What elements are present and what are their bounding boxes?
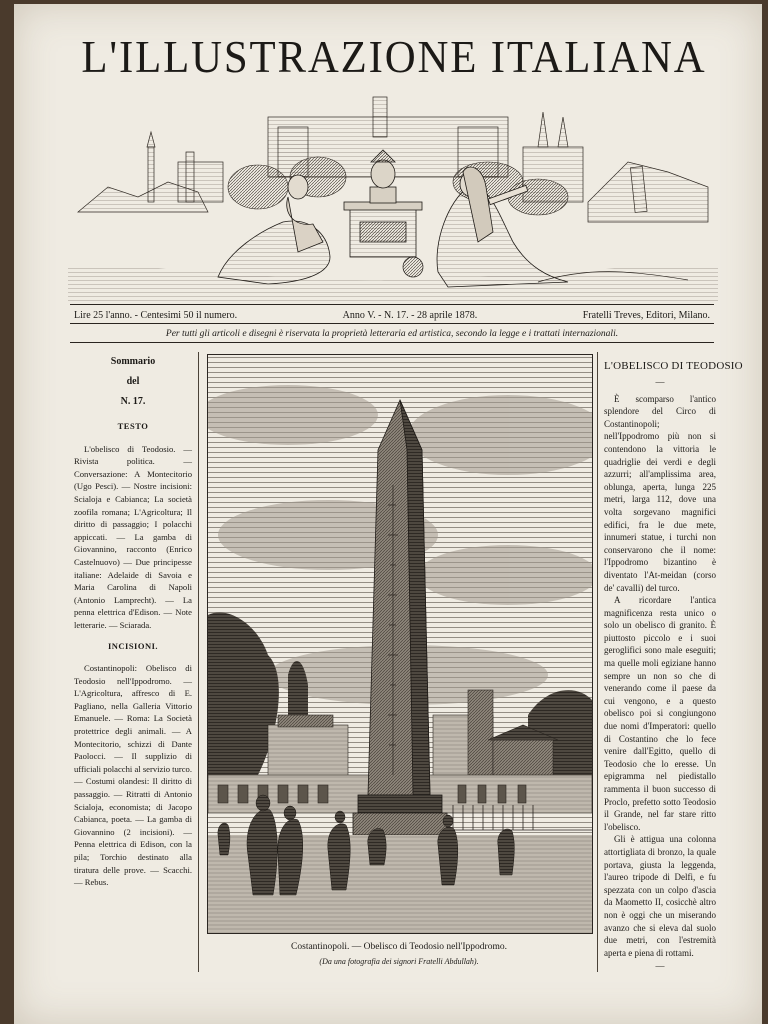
- article-paragraph-3: Gli è attigua una colonna attortigliata di bronzo, la quale portava, giusta la leggenda, l'aureo tripode di Delfi, e fu spezzata con un colpo d'ascia da Maometto II, cosicchè altro non è oggi che un miserando avanzo che si eleva dal suolo due metri, con l'estremità aperta e piena di rottami.: [604, 834, 716, 958]
- column-divider-right: [597, 352, 598, 972]
- title-separator: —: [655, 376, 665, 387]
- bottom-rule: [70, 342, 714, 343]
- illustration-credit: (Da una fotografia dei signori Fratelli Abdullah).: [319, 957, 479, 966]
- incisioni-heading: INCISIONI.: [107, 640, 159, 651]
- masthead-title: L'ILLUSTRAZIONE ITALIANA: [81, 31, 707, 82]
- article-paragraph-2: A ricordare l'antica magnificenza resta unico o solo un obelisco di granito. È piuttosto piccolo e i suoi geroglifici sono male eseguiti; ma quelle moli egiziane hanno sempre un non so che di venerando come il paese da cui vengono, e a questo obelisco poi si congiungono due nomi d'Imperatori: quello di Costantino che lo fece venire dall'Egitto, quello di Teodosio che lo eresse. Un epigramma nel piedistallo rammenta il buon successo di Proclo, prefetto sotto Teodosio il Grande, nel far stare ritto l'obelisco.: [604, 595, 716, 832]
- publication-line: [74, 310, 710, 321]
- testo-body: L'obelisco di Teodosio. — Rivista politica. — Conversazione: A Montecitorio (Ugo Pesci). — Nostre incisioni: Scialoja e Cabianca; La società zoofila romana; L'Agricoltura; Il diritto di passaggio; I polacchi appiccati. — La gamba di Giovannino, racconto (Enrico Castelnuovo) — Due principesse italiane: Adelaide di Savoia e Maria Carolina di Napoli (Antonio Lamprecht). — La penna elettrica d'Edison. — Note letterarie. — Sciarada.: [74, 443, 192, 630]
- newspaper-page: [14, 4, 762, 1024]
- top-rule: [70, 304, 714, 305]
- price-info: Lire 25 l'anno. - Centesimi 50 il numero.: [74, 310, 238, 321]
- column-divider-left: [198, 352, 199, 972]
- mid-rule: [70, 323, 714, 324]
- summary-column: [74, 352, 192, 889]
- masthead-engraving: [68, 92, 718, 302]
- obelisk-illustration: [207, 354, 593, 934]
- issue-info: Anno V. - N. 17. - 28 aprile 1878.: [342, 310, 478, 321]
- globe-icon: [403, 257, 423, 277]
- article-paragraph-1: È scomparso l'antico splendore del Circo di Costantinopoli; nell'Ippodromo più non si contendono la vittoria le quadriglie dei verdi e degli azzurri; all'amplissima area, oblunga, aperta, lunga 225 metri, larga 112, dove una volta sorgevano magnifici edifici, fra le due mete, innumeri statue, i turchi non conservarono che il nome: l'Ippodromo bizantino è diventato l'At-meidan (corso de' cavalli) del turco.: [604, 393, 716, 593]
- rights-notice: Per tutti gli articoli e disegni è riservata la proprietà letteraria ed artistica, secondo la legge e i trattati internazionali.: [165, 329, 619, 339]
- testo-heading: TESTO: [117, 421, 149, 431]
- summary-title: Sommario del N. 17.: [110, 356, 156, 407]
- article-column: [604, 360, 743, 977]
- end-separator: —: [655, 961, 665, 972]
- article-title: L'OBELISCO DI TEODOSIO: [604, 360, 743, 372]
- illustration-caption: Costantinopoli. — Obelisco di Teodosio nell'Ippodromo.: [291, 942, 507, 952]
- publisher-info: Fratelli Treves, Editori, Milano.: [582, 310, 710, 321]
- incisioni-body: Costantinopoli: Obelisco di Teodosio nell'Ippodromo. — L'Agricoltura, affresco di E. Pagliano, nella Galleria Vittorio Emanuele. — Roma: La Società protettrice degli animali. — A Montecitorio, schizzi di Dante Paolocci. — Il supplizio di ufficiali polacchi al servizio turco. — Costumi olandesi: Il diritto di passaggio. — Ritratti di Antonio Scialoja, economista; di Jacopo Cabianca, poeta. — La gamba di Giovannino (2 incisioni). — Penna elettrica di Edison, con la pila; Torchio destinato alla tiratura delle prove. — Scacchi. — Rebus.: [74, 663, 192, 888]
